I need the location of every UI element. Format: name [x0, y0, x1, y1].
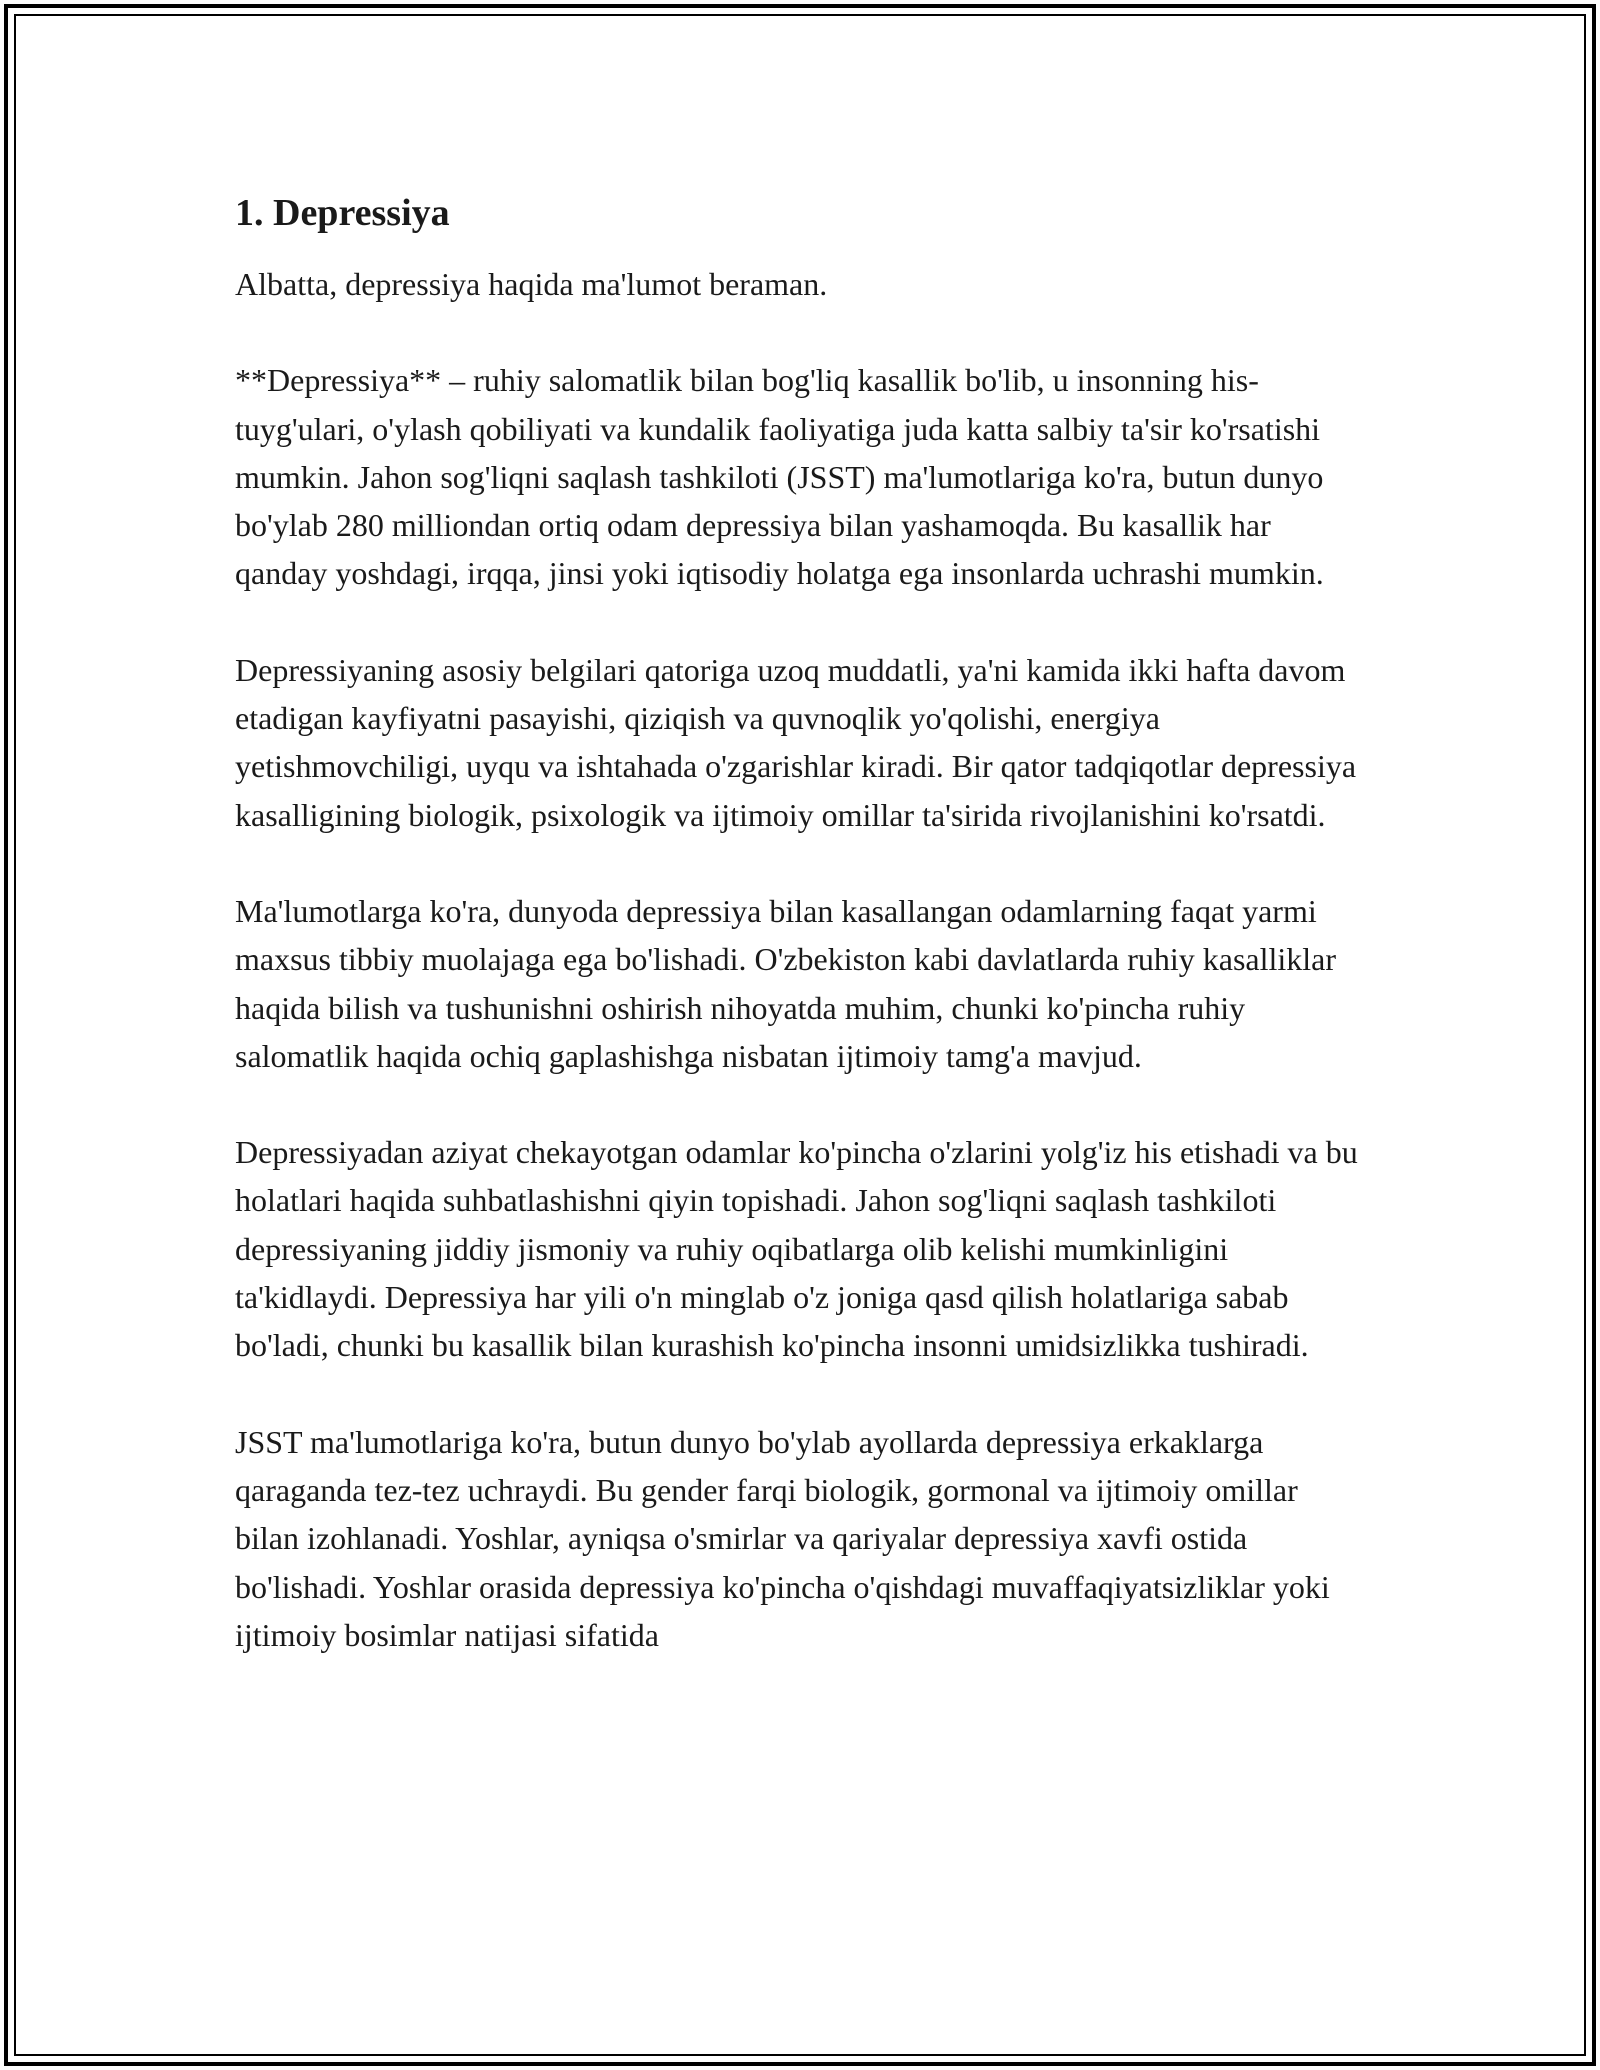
paragraph-intro: Albatta, depressiya haqida ma'lumot beraman. — [235, 266, 828, 302]
paragraph-definition: **Depressiya** – ruhiy salomatlik bilan bog'liq kasallik bo'lib, u insonning his-tuyg'ulari, o'ylash qobiliyati va kundalik faoliyatiga juda katta salbiy ta'sir ko'rsatishi mumkin. Jahon sog'liqni saqlash tashkiloti (JSST) ma'lumotlariga ko'ra, butun dunyo bo'ylab 280 milliondan ortiq odam depressiya bilan yashamoqda. Bu kasallik har qanday yoshdagi, irqqa, jinsi yoki iqtisodiy holatga ega insonlarda uchrashi mumkin. — [235, 362, 1324, 592]
document-body — [235, 188, 1365, 1707]
paragraph-demographics: JSST ma'lumotlariga ko'ra, butun dunyo bo'ylab ayollarda depressiya erkaklarga qaraganda tez-tez uchraydi. Bu gender farqi biologik, gormonal va ijtimoiy omillar bilan izohlanadi. Yoshlar, ayniqsa o'smirlar va qariyalar depressiya xavfi ostida bo'lishadi. Yoshlar orasida depressiya ko'pincha o'qishdagi muvaffaqiyatsizliklar yoki ijtimoiy bosimlar natijasi sifatida — [235, 1423, 1330, 1653]
paragraph-treatment: Ma'lumotlarga ko'ra, dunyoda depressiya bilan kasallangan odamlarning faqat yarmi maxsus tibbiy muolajaga ega bo'lishadi. O'zbekiston kabi davlatlarda ruhiy kasalliklar haqida bilish va tushunishni oshirish nihoyatda muhim, chunki ko'pincha ruhiy salomatlik haqida ochiq gaplashishga nisbatan ijtimoiy tamg'a mavjud. — [235, 892, 1337, 1074]
paragraph-symptoms: Depressiyaning asosiy belgilari qatoriga uzoq muddatli, ya'ni kamida ikki hafta davom etadigan kayfiyatni pasayishi, qiziqish va quvnoqlik yo'qolishi, energiya yetishmovchiligi, uyqu va ishtahada o'zgarishlar kiradi. Bir qator tadqiqotlar depressiya kasalligining biologik, psixologik va ijtimoiy omillar ta'sirida rivojlanishini ko'rsatdi. — [235, 651, 1357, 833]
paragraph-isolation: Depressiyadan aziyat chekayotgan odamlar ko'pincha o'zlarini yolg'iz his etishadi va bu holatlari haqida suhbatlashishni qiyin topishadi. Jahon sog'liqni saqlash tashkiloti depressiyaning jiddiy jismoniy va ruhiy oqibatlarga olib kelishi mumkinligini ta'kidlaydi. Depressiya har yili o'n minglab o'z joniga qasd qilish holatlariga sabab bo'ladi, chunki bu kasallik bilan kurashish ko'pincha insonni umidsizlikka tushiradi. — [235, 1134, 1358, 1364]
section-heading: 1. Depressiya — [235, 192, 450, 234]
